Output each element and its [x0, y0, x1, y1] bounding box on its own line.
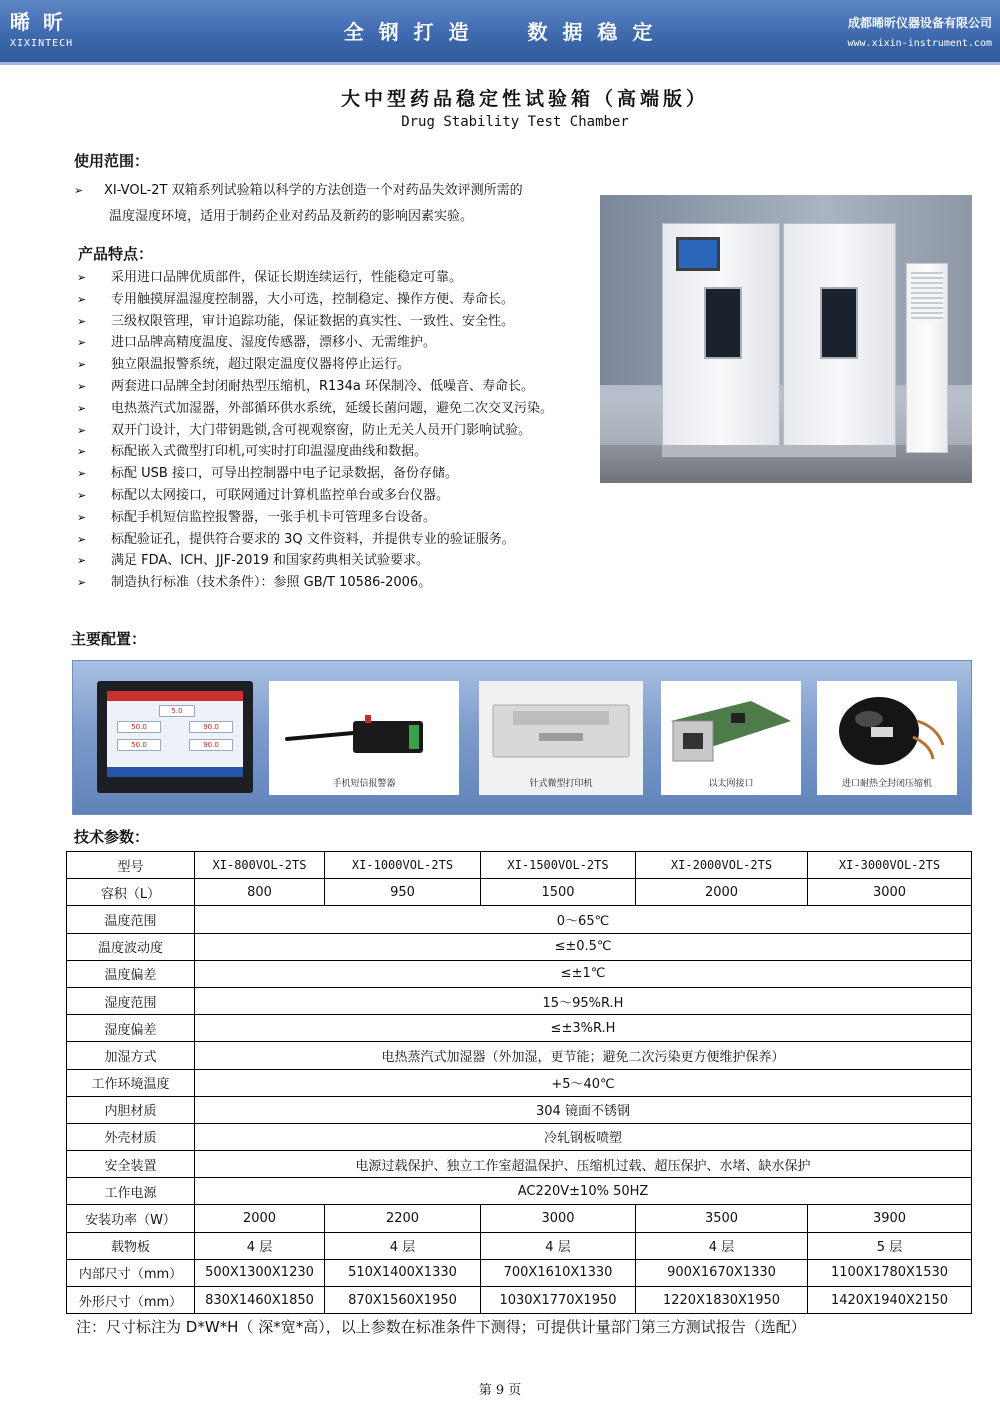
feature-text: 电热蒸汽式加湿器，外部循环供水系统，延缓长菌问题，避免二次交叉污染。 [111, 400, 554, 416]
table-row [67, 1232, 972, 1259]
row-value: 304 镜面不锈钢 [195, 1096, 972, 1123]
screen-footer-bar [107, 767, 243, 777]
chamber-window-right [820, 287, 858, 359]
table-row [67, 906, 972, 933]
list-item [77, 376, 553, 398]
slogan-right: 数 据 稳 定 [527, 20, 657, 44]
brand-name-en: XIXINTECH [10, 38, 74, 49]
volume-cell: 2000 [636, 879, 808, 906]
screen-value: 50.0 [117, 721, 161, 733]
feature-text: 专用触摸屏温湿度控制器，大小可选，控制稳定、操作方便、寿命长。 [111, 291, 515, 307]
config-strip [72, 660, 972, 815]
feature-text: 标配 USB 接口，可导出控制器中电子记录数据，备份存储。 [111, 466, 458, 482]
inner-size-cell: 1100X1780X1530 [808, 1259, 972, 1286]
inner-size-cell: 500X1300X1230 [195, 1259, 325, 1286]
list-item [77, 463, 553, 485]
row-value: 电热蒸汽式加湿器（外加湿，更节能；避免二次污染更方便维护保养） [195, 1042, 972, 1069]
power-cell: 3900 [808, 1205, 972, 1232]
list-item [77, 572, 553, 594]
row-label: 加湿方式 [67, 1042, 195, 1069]
row-value: 15～95%R.H [195, 987, 972, 1014]
volume-cell: 800 [195, 879, 325, 906]
power-cell: 3500 [636, 1205, 808, 1232]
inner-size-cell: 900X1670X1330 [636, 1259, 808, 1286]
list-item [77, 289, 553, 311]
table-row [67, 960, 972, 987]
row-label: 内胆材质 [67, 1096, 195, 1123]
footnote: 注：尺寸标注为 D*W*H（ 深*宽*高），以上参数在标准条件下测得；可提供计量部门第三方测试报告（选配） [76, 1318, 806, 1336]
config-heading: 主要配置： [71, 630, 147, 648]
chamber-window-left [704, 287, 742, 359]
chamber-touchscreen [676, 237, 720, 271]
row-label: 内部尺寸（mm） [67, 1259, 195, 1286]
product-photo [600, 195, 972, 483]
air-conditioner [906, 263, 948, 453]
page-number: 第 9 页 [478, 1383, 522, 1398]
page-subtitle: Drug Stability Test Chamber [401, 114, 629, 130]
model-cell: XI-2000VOL-2TS [636, 852, 808, 879]
ethernet-caption: 以太网接口 [708, 779, 754, 789]
header-divider [0, 62, 1000, 65]
feature-text: 标配手机短信监控报警器，一张手机卡可管理多台设备。 [111, 509, 437, 525]
row-label: 外壳材质 [67, 1123, 195, 1150]
company-name: 成都晞昕仪器设备有限公司 [847, 16, 992, 30]
arrow-bullet-icon: ➢ [77, 336, 87, 350]
table-row [67, 1151, 972, 1178]
specs-heading: 技术参数： [74, 828, 150, 846]
feature-text: 标配验证孔，提供符合要求的 3Q 文件资料，并提供专业的验证服务。 [111, 531, 515, 547]
inner-size-cell: 510X1400X1330 [325, 1259, 481, 1286]
touchscreen-controller-image [97, 681, 253, 793]
sms-alarm-caption: 手机短信报警器 [332, 779, 396, 789]
feature-text: 三级权限管理，审计追踪功能，保证数据的真实性、一致性、安全性。 [111, 313, 515, 329]
row-label: 型号 [67, 852, 195, 879]
model-cell: XI-1000VOL-2TS [325, 852, 481, 879]
table-row [67, 1205, 972, 1232]
row-value: AC220V±10% 50HZ [195, 1178, 972, 1205]
printer-caption: 针式微型打印机 [529, 779, 593, 789]
page-title: 大中型药品稳定性试验箱（高端版） [340, 88, 709, 110]
row-value: 冷轧钢板喷塑 [195, 1123, 972, 1150]
feature-text: 制造执行标准（技术条件）：参照 GB/T 10586-2006。 [111, 575, 432, 591]
row-value: +5～40℃ [195, 1069, 972, 1096]
arrow-bullet-icon: ➢ [77, 358, 87, 372]
feature-text: 采用进口品牌优质部件，保证长期连续运行，性能稳定可靠。 [111, 270, 463, 285]
controller-screen [107, 691, 243, 777]
arrow-bullet-icon: ➢ [77, 510, 87, 524]
row-label: 湿度范围 [67, 987, 195, 1014]
outer-size-cell: 870X1560X1950 [325, 1287, 481, 1314]
list-item [77, 507, 553, 529]
ethernet-card-icon [661, 681, 801, 771]
arrow-bullet-icon: ➢ [77, 488, 87, 502]
row-label: 外形尺寸（mm） [67, 1287, 195, 1314]
outer-size-cell: 1030X1770X1950 [481, 1287, 636, 1314]
feature-text: 标配嵌入式微型打印机,可实时打印温湿度曲线和数据。 [111, 444, 428, 460]
feature-text: 独立限温报警系统，超过限定温度仪器将停止运行。 [111, 357, 411, 373]
power-cell: 2000 [195, 1205, 325, 1232]
outer-size-cell: 1420X1940X2150 [808, 1287, 972, 1314]
inner-size-cell: 700X1610X1330 [481, 1259, 636, 1286]
outer-size-cell: 830X1460X1850 [195, 1287, 325, 1314]
table-row [67, 933, 972, 960]
usage-text [74, 178, 604, 230]
table-row [67, 1259, 972, 1286]
chamber-base [662, 445, 896, 457]
compressor-icon [817, 681, 957, 771]
row-label: 湿度偏差 [67, 1015, 195, 1042]
list-item [77, 354, 553, 376]
specs-table [66, 851, 972, 1314]
row-label: 工作环境温度 [67, 1069, 195, 1096]
table-row [67, 1178, 972, 1205]
arrow-bullet-icon: ➢ [77, 423, 87, 437]
row-label: 安全装置 [67, 1151, 195, 1178]
brand-name-cn: 晞 昕 [10, 10, 66, 34]
screen-value: 90.0 [189, 721, 233, 733]
usage-heading: 使用范围： [74, 152, 150, 170]
list-item [77, 332, 553, 354]
arrow-bullet-icon: ➢ [77, 467, 87, 481]
model-cell: XI-800VOL-2TS [195, 852, 325, 879]
arrow-bullet-icon: ➢ [77, 445, 87, 459]
row-label: 容积（L） [67, 879, 195, 906]
table-row [67, 1123, 972, 1150]
row-value: ≤±1℃ [195, 960, 972, 987]
features-list [77, 267, 553, 594]
row-value: ≤±0.5℃ [195, 933, 972, 960]
slogan-left: 全 钢 打 造 [343, 20, 473, 44]
sms-alarm-image [269, 681, 459, 795]
list-item [77, 267, 553, 289]
list-item [77, 420, 553, 442]
table-row [67, 879, 972, 906]
compressor-caption: 进口耐热全封闭压缩机 [841, 779, 932, 789]
row-label: 安装功率（W） [67, 1205, 195, 1232]
sms-alarm-icon [269, 681, 459, 771]
row-value: 0～65℃ [195, 906, 972, 933]
arrow-bullet-icon: ➢ [77, 532, 87, 546]
row-label: 温度范围 [67, 906, 195, 933]
shelf-cell: 4 层 [195, 1232, 325, 1259]
table-row [67, 1042, 972, 1069]
list-item [77, 529, 553, 551]
volume-cell: 950 [325, 879, 481, 906]
feature-text: 满足 FDA、ICH、JJF-2019 和国家药典相关试验要求。 [111, 553, 430, 569]
compressor-image [817, 681, 957, 795]
table-row [67, 1015, 972, 1042]
arrow-bullet-icon: ➢ [77, 314, 87, 328]
screen-value: 50.0 [117, 739, 161, 751]
shelf-cell: 4 层 [325, 1232, 481, 1259]
feature-text: 进口品牌高精度温度、湿度传感器，漂移小、无需维护。 [111, 335, 437, 351]
row-label: 工作电源 [67, 1178, 195, 1205]
power-cell: 3000 [481, 1205, 636, 1232]
page-header [0, 0, 1000, 62]
list-item [77, 398, 553, 420]
table-row [67, 1069, 972, 1096]
row-label: 载物板 [67, 1232, 195, 1259]
features-heading: 产品特点： [78, 245, 154, 263]
table-row [67, 1096, 972, 1123]
feature-text: 双开门设计，大门带钥匙锁,含可视观察窗，防止无关人员开门影响试验。 [111, 422, 532, 438]
list-item [77, 311, 553, 333]
arrow-bullet-icon: ➢ [77, 576, 87, 590]
list-item [77, 441, 553, 463]
row-label: 温度波动度 [67, 933, 195, 960]
usage-line-1: XI-VOL-2T 双箱系列试验箱以科学的方法创造一个对药品失效评测所需的 [104, 183, 523, 198]
arrow-bullet-icon: ➢ [77, 271, 87, 284]
row-label: 温度偏差 [67, 960, 195, 987]
volume-cell: 3000 [808, 879, 972, 906]
table-row [67, 1287, 972, 1314]
ethernet-image [661, 681, 801, 795]
shelf-cell: 5 层 [808, 1232, 972, 1259]
shelf-cell: 4 层 [636, 1232, 808, 1259]
model-cell: XI-3000VOL-2TS [808, 852, 972, 879]
usage-line-2: 温度湿度环境，适用于制药企业对药品及新药的影响因素实验。 [109, 209, 474, 224]
screen-value: 90.0 [189, 739, 233, 751]
table-row [67, 852, 972, 879]
screen-title-bar [107, 691, 243, 701]
arrow-bullet-icon: ➢ [77, 554, 87, 568]
shelf-cell: 4 层 [481, 1232, 636, 1259]
row-value: ≤±3%R.H [195, 1015, 972, 1042]
list-item [77, 550, 553, 572]
ac-grille [911, 272, 943, 322]
volume-cell: 1500 [481, 879, 636, 906]
model-cell: XI-1500VOL-2TS [481, 852, 636, 879]
company-website: www.xixin-instrument.com [847, 38, 992, 49]
feature-text: 标配以太网接口，可联网通过计算机监控单台或多台仪器。 [111, 487, 450, 503]
table-row [67, 987, 972, 1014]
feature-text: 两套进口品牌全封闭耐热型压缩机，R134a 环保制冷、低噪音、寿命长。 [111, 378, 534, 394]
printer-icon [479, 681, 643, 771]
outer-size-cell: 1220X1830X1950 [636, 1287, 808, 1314]
arrow-bullet-icon: ➢ [77, 292, 87, 306]
arrow-bullet-icon: ➢ [77, 379, 87, 393]
printer-image [479, 681, 643, 795]
power-cell: 2200 [325, 1205, 481, 1232]
arrow-bullet-icon: ➢ [74, 184, 84, 197]
screen-value: 5.0 [159, 705, 195, 717]
arrow-bullet-icon: ➢ [77, 401, 87, 415]
row-value: 电源过载保护、独立工作室超温保护、压缩机过载、超压保护、水堵、缺水保护 [195, 1151, 972, 1178]
list-item [77, 485, 553, 507]
